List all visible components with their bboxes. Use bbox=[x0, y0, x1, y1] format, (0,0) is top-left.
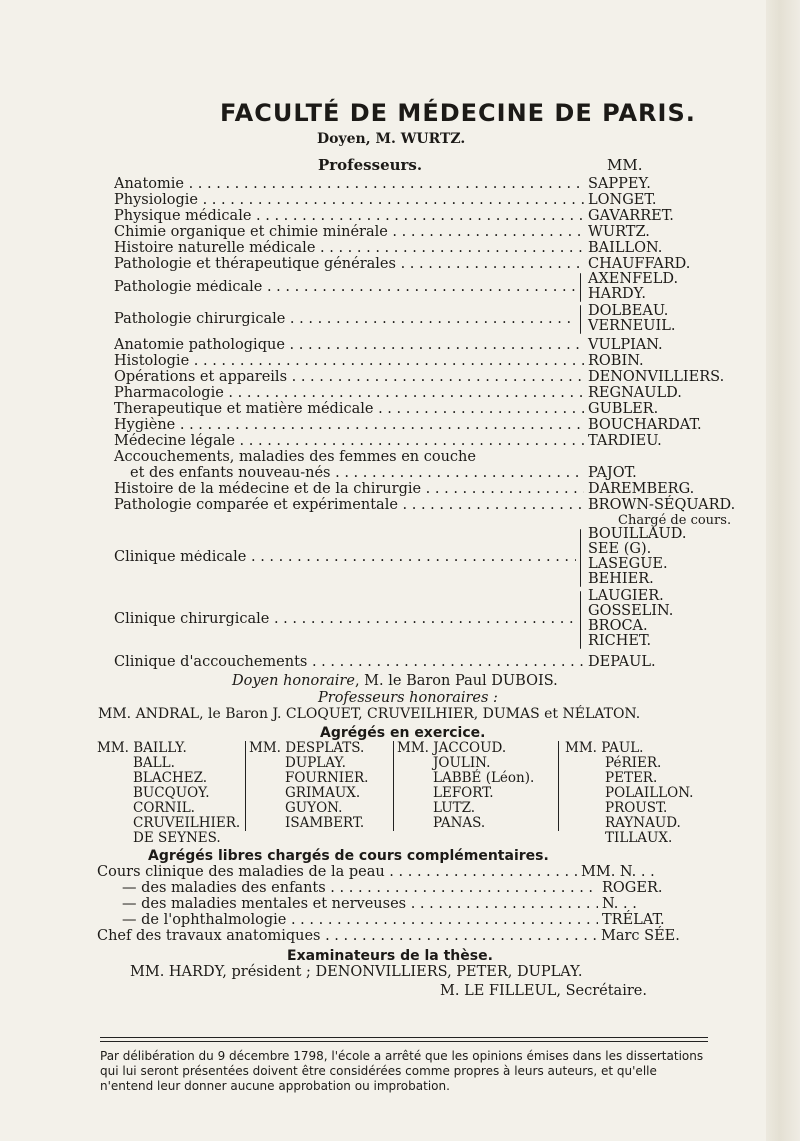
subject: Histoire de la médecine et de la chirurgie . . . bbox=[114, 481, 584, 497]
professor-name: RICHET. bbox=[588, 633, 652, 649]
professor-row bbox=[114, 353, 702, 369]
professor-row bbox=[114, 481, 702, 497]
agrege-name: DUPLAY. bbox=[285, 755, 346, 771]
subject: Physiologie . . . bbox=[114, 192, 584, 208]
professor-name: HARDY. bbox=[588, 286, 646, 302]
course-row bbox=[122, 912, 702, 928]
course-value: ROGER. bbox=[602, 880, 663, 896]
subject: Clinique chirurgicale . . . bbox=[114, 612, 576, 627]
agrege-name: CRUVEILHIER. bbox=[133, 815, 241, 831]
mm-prefix: MM. bbox=[397, 740, 429, 756]
subject: Histologie . . . bbox=[114, 353, 584, 369]
agrege-name: PROUST. bbox=[605, 800, 668, 816]
agrege-name: MM. BAILLY. bbox=[97, 740, 187, 756]
column-divider bbox=[393, 741, 394, 831]
pathologie-medicale-group bbox=[114, 272, 714, 304]
course-value: Marc SÉE. bbox=[601, 928, 680, 944]
professor-name: LASEGUE. bbox=[588, 556, 668, 572]
brace bbox=[580, 591, 581, 649]
accouchements-line1: Accouchements, maladies des femmes en couche bbox=[114, 449, 476, 465]
professor-name: GUBLER. bbox=[588, 401, 659, 417]
professor-name: DEPAUL. bbox=[588, 654, 656, 670]
course-row bbox=[122, 896, 702, 912]
agrege-name: LEFORT. bbox=[433, 785, 494, 801]
subject: Chimie organique et chimie minérale . . . bbox=[114, 224, 584, 240]
course-label: Cours clinique des maladies de la peau . . . bbox=[97, 864, 577, 880]
subject: Pharmacologie . . . bbox=[114, 385, 584, 401]
agrege-name: LABBÉ (Léon). bbox=[433, 770, 535, 786]
professor-name: DAREMBERG. bbox=[588, 481, 695, 497]
professor-name: LONGET. bbox=[588, 192, 657, 208]
agrege-name: GRIMAUX. bbox=[285, 785, 361, 801]
examinateurs-names: MM. HARDY, président ; DENONVILLIERS, PETER, DUPLAY. bbox=[130, 964, 583, 980]
subject: Clinique médicale . . . bbox=[114, 550, 576, 565]
professor-name: AXENFELD. bbox=[588, 271, 679, 287]
agrege-name: ISAMBERT. bbox=[285, 815, 365, 831]
subject: et des enfants nouveau-nés . . . bbox=[130, 465, 584, 481]
professor-name: PAJOT. bbox=[588, 465, 637, 481]
clinique-medicale-group bbox=[114, 527, 714, 589]
agreges-heading: Agrégés en exercice. bbox=[320, 725, 486, 741]
course-label: Chef des travaux anatomiques . . . bbox=[97, 928, 597, 944]
agrege-name: LUTZ. bbox=[433, 800, 476, 816]
agrege-name: FOURNIER. bbox=[285, 770, 369, 786]
professor-name: TARDIEU. bbox=[588, 433, 662, 449]
agreges-libres-heading: Agrégés libres chargés de cours complémentaires. bbox=[148, 848, 549, 864]
brace bbox=[580, 529, 581, 587]
professor-row bbox=[114, 176, 702, 192]
mm-prefix: MM. bbox=[97, 740, 129, 756]
doyen-honoraire-label: Doyen honoraire bbox=[232, 673, 355, 689]
agrege-name: DE SEYNES. bbox=[133, 830, 221, 846]
footnote: Par délibération du 9 décembre 1798, l'école a arrêté que les opinions émises dans les dissertations qui lui seront présentées doivent être considérées comme propres à leurs auteurs, et qu'elle n'entend leur donner aucune approbation ou improbation. bbox=[100, 1049, 704, 1093]
professor-row bbox=[114, 654, 702, 670]
professeurs-heading: Professeurs. bbox=[318, 156, 423, 174]
professor-name: BROCA. bbox=[588, 618, 648, 634]
professor-name: ROBIN. bbox=[588, 353, 644, 369]
mm-label: MM. bbox=[607, 156, 643, 174]
subject: Anatomie pathologique . . . bbox=[114, 337, 584, 353]
secretaire-line: M. LE FILLEUL, Secrétaire. bbox=[440, 983, 647, 999]
subject: Pathologie comparée et expérimentale . . . bbox=[114, 497, 584, 513]
professor-name: VERNEUIL. bbox=[588, 318, 676, 334]
agrege-name: MM. JACCOUD. bbox=[397, 740, 507, 756]
professor-name: SAPPEY. bbox=[588, 176, 651, 192]
subject: Anatomie . . . bbox=[114, 176, 584, 192]
mm-prefix: MM. bbox=[565, 740, 597, 756]
course-label: — des maladies mentales et nerveuses . . . bbox=[122, 896, 598, 912]
professor-name: VULPIAN. bbox=[588, 337, 663, 353]
course-label: — de l'ophthalmologie . . . bbox=[122, 912, 598, 928]
agrege-name: CORNIL. bbox=[133, 800, 195, 816]
professor-row bbox=[114, 256, 702, 272]
mm-prefix: MM. bbox=[249, 740, 281, 756]
agrege-name: PéRIER. bbox=[605, 755, 662, 771]
agrege-name: JOULIN. bbox=[433, 755, 491, 771]
subject: Pathologie et thérapeutique générales . . . bbox=[114, 256, 584, 272]
professor-name: REGNAULD. bbox=[588, 385, 682, 401]
agrege-name: BLACHEZ. bbox=[133, 770, 208, 786]
subject: Physique médicale . . . bbox=[114, 208, 584, 224]
professor-name: GOSSELIN. bbox=[588, 603, 674, 619]
professor-name: WURTZ. bbox=[588, 224, 650, 240]
professor-row bbox=[114, 401, 702, 417]
professor-row bbox=[114, 337, 702, 353]
professor-name: BOUILLAUD. bbox=[588, 526, 687, 542]
agreges-column-3 bbox=[397, 741, 534, 831]
professor-name: DENONVILLIERS. bbox=[588, 369, 725, 385]
divider-rule bbox=[100, 1041, 708, 1042]
agrege-name: MM. DESPLATS. bbox=[249, 740, 365, 756]
course-value: N. . . bbox=[602, 896, 637, 912]
professor-row bbox=[114, 497, 736, 513]
subject: Pathologie médicale . . . bbox=[114, 280, 576, 295]
course-row bbox=[97, 928, 702, 944]
agrege-name: BUCQUOY. bbox=[133, 785, 210, 801]
agrege-name: BALL. bbox=[133, 755, 175, 771]
pathologie-chirurgicale-group bbox=[114, 304, 714, 336]
agreges-column-4 bbox=[565, 741, 693, 846]
course-row bbox=[97, 864, 702, 880]
agrege-name: MM. PAUL. bbox=[565, 740, 644, 756]
brace bbox=[580, 273, 581, 302]
doyen-honoraire-line bbox=[232, 673, 558, 689]
column-divider bbox=[245, 741, 246, 831]
brace bbox=[580, 305, 581, 334]
professor-name: BAILLON. bbox=[588, 240, 663, 256]
doyen-line: Doyen, M. WURTZ. bbox=[317, 131, 466, 147]
professeurs-honoraires-names: MM. ANDRAL, le Baron J. CLOQUET, CRUVEILHIER, DUMAS et NÉLATON. bbox=[98, 706, 641, 722]
subject: Therapeutique et matière médicale . . . bbox=[114, 401, 584, 417]
professor-name: CHAUFFARD. bbox=[588, 256, 691, 272]
subject: Opérations et appareils . . . bbox=[114, 369, 584, 385]
professor-name: GAVARRET. bbox=[588, 208, 674, 224]
course-value: TRÉLAT. bbox=[602, 912, 665, 928]
clinique-chirurgicale-group bbox=[114, 589, 714, 651]
agrege-name: PETER. bbox=[605, 770, 658, 786]
agreges-column-2 bbox=[249, 741, 368, 831]
professor-name: DOLBEAU. bbox=[588, 303, 669, 319]
agrege-name: RAYNAUD. bbox=[605, 815, 681, 831]
agrege-name: POLAILLON. bbox=[605, 785, 694, 801]
subject: Médecine légale . . . bbox=[114, 433, 584, 449]
page-title: FACULTÉ DE MÉDECINE DE PARIS. bbox=[220, 99, 696, 127]
agrege-name: PANAS. bbox=[433, 815, 486, 831]
subject: Pathologie chirurgicale . . . bbox=[114, 312, 576, 327]
professor-row bbox=[114, 433, 702, 449]
professor-row bbox=[114, 417, 702, 433]
professor-row bbox=[114, 208, 702, 224]
charge-de-cours: Chargé de cours. bbox=[618, 513, 732, 528]
course-value: MM. N. . . bbox=[581, 864, 655, 880]
divider-rule bbox=[100, 1037, 708, 1038]
course-label: — des maladies des enfants . . . bbox=[122, 880, 598, 896]
agreges-column-1 bbox=[97, 741, 240, 846]
examinateurs-heading: Examinateurs de la thèse. bbox=[287, 948, 493, 964]
professor-name: BROWN-SÉQUARD. bbox=[588, 497, 736, 513]
subject: Hygiène . . . bbox=[114, 417, 584, 433]
page-edge-shadow bbox=[766, 0, 800, 1141]
course-row bbox=[122, 880, 702, 896]
professor-row bbox=[114, 224, 702, 240]
agrege-name: TILLAUX. bbox=[605, 830, 673, 846]
professor-name: BEHIER. bbox=[588, 571, 654, 587]
professeurs-honoraires-label: Professeurs honoraires : bbox=[318, 690, 498, 706]
professor-name: LAUGIER. bbox=[588, 588, 664, 604]
professor-name: BOUCHARDAT. bbox=[588, 417, 702, 433]
professor-row bbox=[114, 240, 702, 256]
column-divider bbox=[558, 741, 559, 831]
professor-name: SEE (G). bbox=[588, 541, 652, 557]
subject: Histoire naturelle médicale . . . bbox=[114, 240, 584, 256]
professor-row bbox=[114, 192, 702, 208]
professor-row bbox=[130, 465, 702, 481]
agrege-name: GUYON. bbox=[285, 800, 343, 816]
subject: Clinique d'accouchements . . . bbox=[114, 654, 584, 670]
professor-row bbox=[114, 369, 725, 385]
professor-row bbox=[114, 385, 702, 401]
doyen-honoraire-text: , M. le Baron Paul DUBOIS. bbox=[354, 673, 558, 689]
